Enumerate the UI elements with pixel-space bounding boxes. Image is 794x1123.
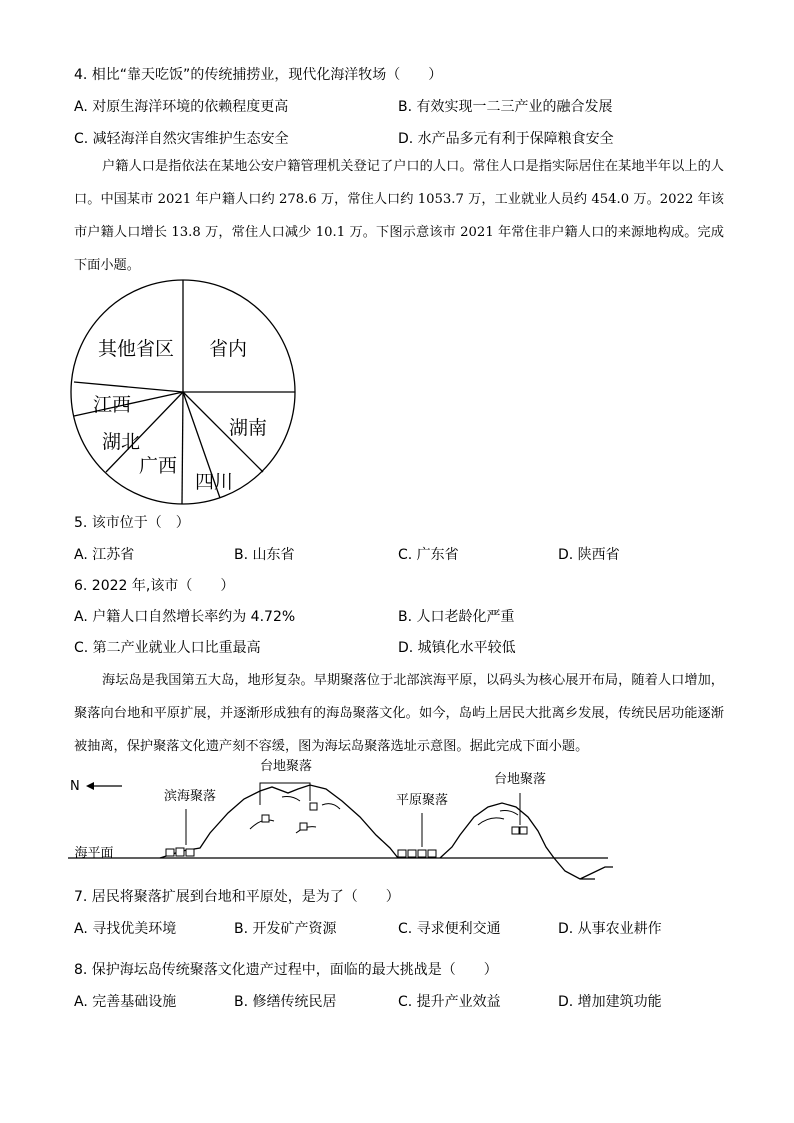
pie-label-other-provinces: 其他省区 <box>97 338 175 360</box>
q7-option-d[interactable]: D. 从事农业耕作 <box>558 921 662 937</box>
q4-option-c[interactable]: C. 减轻海洋自然灾害维护生态安全 <box>74 131 289 147</box>
tableland-settlement-houses-2 <box>512 827 527 834</box>
q4-option-a[interactable]: A. 对原生海洋环境的依赖程度更高 <box>74 99 289 115</box>
plain-settlement-houses <box>398 850 436 857</box>
q6-option-d[interactable]: D. 城镇化水平较低 <box>398 640 516 656</box>
passage-haitan-island <box>74 664 724 763</box>
q5-option-b[interactable]: B. 山东省 <box>234 547 295 563</box>
coastal-settlement-houses <box>166 848 194 856</box>
q6-option-a[interactable]: A. 户籍人口自然增长率约为 4.72% <box>74 609 296 625</box>
q7-stem: 7. 居民将聚落扩展到台地和平原处，是为了（ ） <box>74 889 400 905</box>
q4-option-b[interactable]: B. 有效实现一二三产业的融合发展 <box>398 99 613 115</box>
q5-option-a[interactable]: A. 江苏省 <box>74 547 135 563</box>
q5-option-c[interactable]: C. 广东省 <box>398 547 459 563</box>
q5-stem: 5. 该市位于（ ） <box>74 515 190 531</box>
q7-option-b[interactable]: B. 开发矿产资源 <box>234 921 337 937</box>
north-arrow-icon <box>86 782 122 790</box>
q8-option-d[interactable]: D. 增加建筑功能 <box>558 994 662 1010</box>
population-source-pie-chart <box>68 276 300 508</box>
q4-option-d[interactable]: D. 水产品多元有利于保障粮食安全 <box>398 131 614 147</box>
q7-option-a[interactable]: A. 寻找优美环境 <box>74 921 177 937</box>
pie-label-jiangxi: 江西 <box>92 394 132 416</box>
q8-option-b[interactable]: B. 修缮传统民居 <box>234 994 337 1010</box>
tableland-settlement-houses-1 <box>262 803 317 830</box>
pie-label-hubei: 湖北 <box>101 431 141 453</box>
q8-option-c[interactable]: C. 提升产业效益 <box>398 994 501 1010</box>
north-label: N <box>70 779 80 794</box>
label-sea-level: 海平面 <box>74 846 114 861</box>
q8-stem: 8. 保护海坛岛传统聚落文化遗产过程中，面临的最大挑战是（ ） <box>74 962 498 978</box>
passage-population <box>74 150 724 282</box>
pie-label-guangxi: 广西 <box>138 455 178 477</box>
label-coastal-settlement: 滨海聚落 <box>163 789 217 804</box>
label-tableland-settlement-2: 台地聚落 <box>493 772 547 787</box>
q4-stem: 4. 相比“靠天吃饭”的传统捕捞业，现代化海洋牧场（ ） <box>74 67 443 83</box>
q6-option-c[interactable]: C. 第二产业就业人口比重最高 <box>74 640 261 656</box>
q8-option-a[interactable]: A. 完善基础设施 <box>74 994 177 1010</box>
q6-stem: 6. 2022 年,该市（ ） <box>74 578 235 594</box>
label-plain-settlement: 平原聚落 <box>395 793 449 808</box>
terrain-profile <box>160 785 613 879</box>
passage-haitan-text: 海坛岛是我国第五大岛，地形复杂。早期聚落位于北部滨海平原，以码头为核心展开布局，随着人口增加，聚落向台地和平原扩展，并逐渐形成独有的海岛聚落文化。如今，岛屿上居民大批离乡发展，传统民居功能逐渐被抽离，保护聚落文化遗产刻不容缓，图为海坛岛聚落选址示意图。据此完成下面小题。 <box>74 673 724 754</box>
q6-option-b[interactable]: B. 人口老龄化严重 <box>398 609 515 625</box>
q5-option-d[interactable]: D. 陕西省 <box>558 547 620 563</box>
label-tableland-settlement-1: 台地聚落 <box>259 759 313 774</box>
q7-option-c[interactable]: C. 寻求便利交通 <box>398 921 501 937</box>
passage-population-text: 户籍人口是指依法在某地公安户籍管理机关登记了户口的人口。常住人口是指实际居住在某地半年以上的人口。中国某市 2021 年户籍人口约 278.6 万，常住人口约 1053.7 万，工业就业人员约 454.0 万。2022 年该市户籍人口增长 13.8 万，常住人口减少 10.1 万。下图示意该市 2021 年常住非户籍人口的来源地构成。完成下面小题。 <box>74 159 724 273</box>
pie-label-sichuan: 四川 <box>194 471 234 493</box>
pie-label-in-province: 省内 <box>208 338 248 360</box>
pie-label-hunan: 湖南 <box>228 417 268 439</box>
haitan-settlement-diagram <box>60 755 620 885</box>
